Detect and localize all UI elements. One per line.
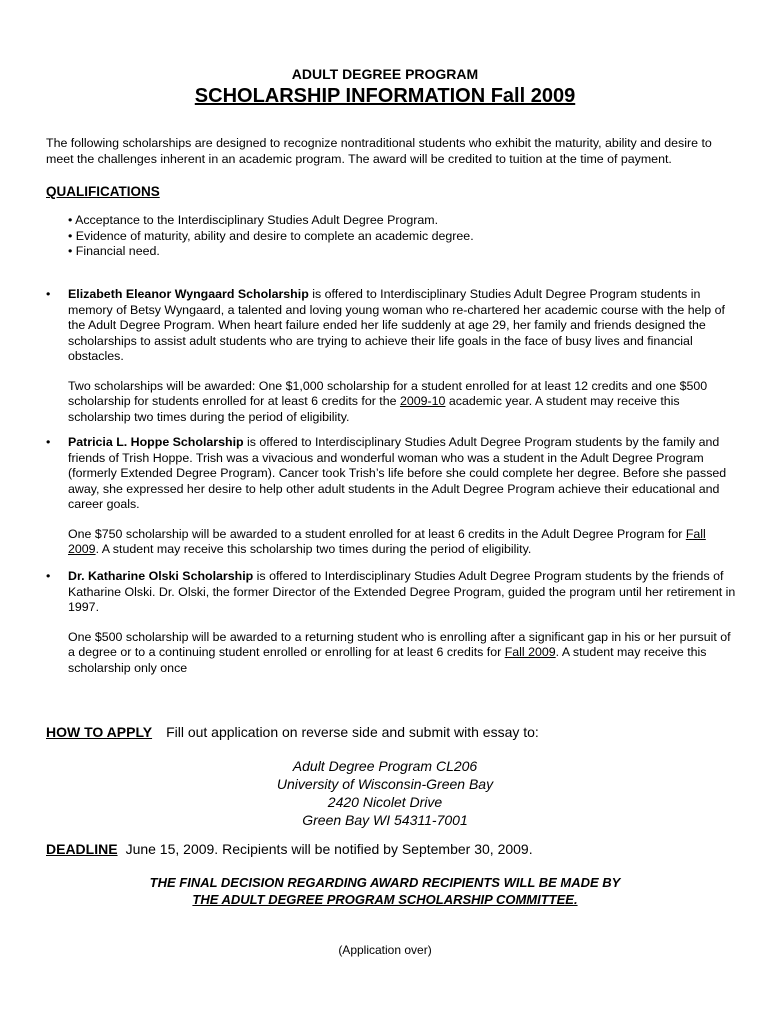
scholarship-hoppe bbox=[46, 435, 736, 558]
deadline-label: DEADLINE bbox=[46, 841, 118, 857]
mailing-address bbox=[0, 757, 770, 829]
scholarship-description: Patricia L. Hoppe Scholarship is offered to Interdisciplinary Studies Adult Degree Program students by the family and friends of Trish Hoppe. Trish was a vivacious and wonderful woman who was a student in the Adult Degree Program (formerly Extended Degree Program). Cancer took Trish’s life before she could complete her degree. Before she passed away, she expressed her desire to help other adult students in the Adult Degree Program achieve their educational and career goals. bbox=[68, 435, 727, 511]
how-to-apply bbox=[46, 724, 736, 740]
scholarship-description: Dr. Katharine Olski Scholarship is offered to Interdisciplinary Studies Adult Degree Program students by the friends of Katharine Olski. Dr. Olski, the former Director of the Extended Degree Program, guided the program until her retirement in 1997. bbox=[68, 569, 736, 614]
scholarship-wyngaard bbox=[46, 287, 736, 425]
scholarship-award: One $500 scholarship will be awarded to a returning student who is enrolling after a significant gap in his or her pursuit of a degree or to a continuing student enrolled or enrolling for at least 6 credits for Fall 2009. A student may receive this scholarship only once bbox=[68, 629, 731, 675]
address-line-4: Green Bay WI 54311-7001 bbox=[302, 812, 468, 828]
final-decision-line-1: THE FINAL DECISION REGARDING AWARD RECIPIENTS WILL BE MADE BY bbox=[149, 875, 621, 890]
address-line-2: University of Wisconsin-Green Bay bbox=[276, 776, 494, 792]
bullet-icon: • bbox=[46, 287, 51, 301]
final-decision-line-2: THE ADULT DEGREE PROGRAM SCHOLARSHIP COMMITTEE. bbox=[192, 892, 578, 907]
qualification-item: • Evidence of maturity, ability and desire to complete an academic degree. bbox=[68, 228, 474, 243]
award-term: Fall 2009 bbox=[68, 526, 706, 556]
page-title: SCHOLARSHIP INFORMATION Fall 2009 bbox=[194, 85, 576, 107]
intro-line-2: meet the challenges inherent in an academic program. The award will be credited to tuition at the time of payment. bbox=[46, 151, 672, 166]
bullet-icon: • bbox=[46, 435, 51, 449]
award-term: 2009-10 bbox=[399, 394, 446, 408]
scholarship-award: One $750 scholarship will be awarded to a student enrolled for at least 6 credits in the Adult Degree Program for Fall 2009. A student may receive this scholarship two times during the period of eligibility. bbox=[68, 526, 706, 556]
intro-line-1: The following scholarships are designed to recognize nontraditional students who exhibit the maturity, ability and desire to bbox=[46, 136, 712, 150]
deadline-text: June 15, 2009. Recipients will be notified by September 30, 2009. bbox=[125, 841, 533, 857]
address-line-1: Adult Degree Program CL206 bbox=[292, 758, 478, 774]
qualification-item: • Financial need. bbox=[68, 244, 160, 258]
how-to-apply-label: HOW TO APPLY bbox=[46, 724, 153, 740]
qualifications-list bbox=[68, 213, 728, 260]
final-decision-notice bbox=[0, 874, 770, 908]
deadline bbox=[46, 841, 736, 857]
address-line-3: 2420 Nicolet Drive bbox=[327, 794, 443, 810]
scholarship-olski bbox=[46, 569, 736, 676]
qualifications-heading: QUALIFICATIONS bbox=[46, 184, 160, 199]
intro-paragraph bbox=[46, 136, 736, 167]
qualification-item: • Acceptance to the Interdisciplinary Studies Adult Degree Program. bbox=[68, 213, 439, 227]
scholarship-description: Elizabeth Eleanor Wyngaard Scholarship is offered to Interdisciplinary Studies Adult Degree Program students in memory of Betsy Wyngaard, a talented and loving young woman who re-chartered her academic course with the help of the Adult Degree Program. When heart failure ended her life suddenly at age 29, her family and friends designed the scholarships to assist adult students who are trying to achieve their life goals in the face of busy lives and financial obstacles. bbox=[68, 287, 725, 363]
application-over-note: (Application over) bbox=[338, 943, 432, 957]
scholarship-name: Patricia L. Hoppe Scholarship bbox=[68, 435, 244, 449]
scholarship-name: Elizabeth Eleanor Wyngaard Scholarship bbox=[68, 287, 309, 301]
award-term: Fall 2009 bbox=[504, 645, 556, 659]
how-to-apply-text: Fill out application on reverse side and submit with essay to: bbox=[166, 724, 539, 740]
program-heading: ADULT DEGREE PROGRAM bbox=[291, 66, 479, 82]
bullet-icon: • bbox=[46, 569, 51, 583]
scholarship-award: Two scholarships will be awarded: One $1,000 scholarship for a student enrolled for at least 12 credits and one $500 scholarship for students enrolled for at least 6 credits for the 2009-10 academic year. A student may receive this scholarship two times during the period of eligibility. bbox=[68, 378, 708, 424]
scholarship-name: Dr. Katharine Olski Scholarship bbox=[68, 569, 254, 583]
